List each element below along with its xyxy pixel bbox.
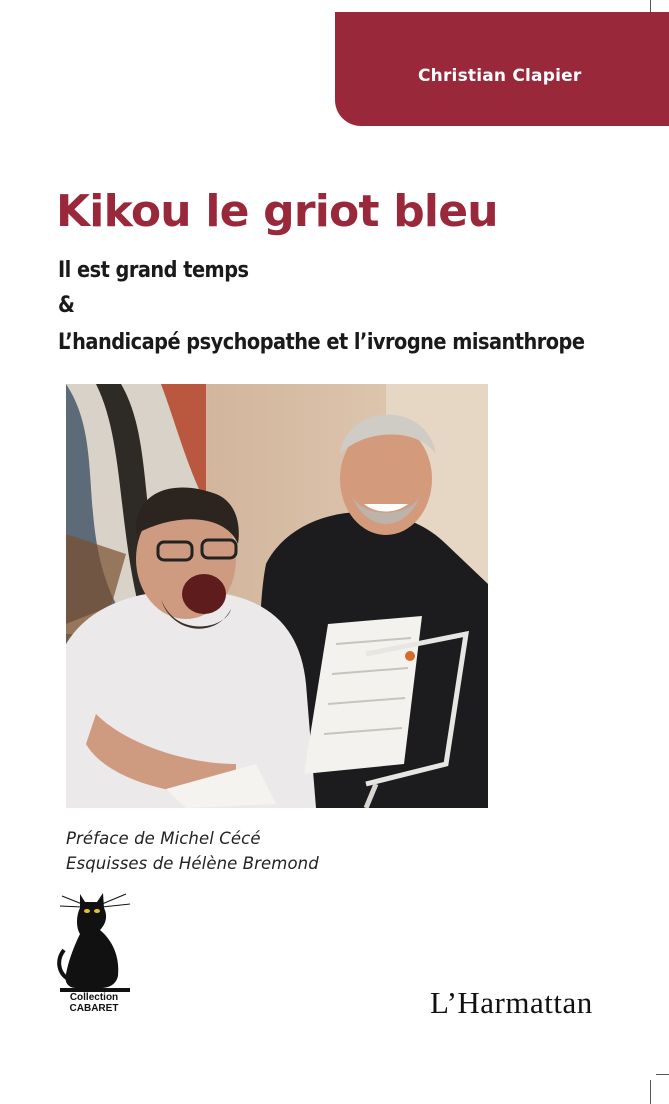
- subtitle-first: Il est grand temps: [58, 258, 249, 283]
- preface-credit: Préface de Michel Cécé: [66, 829, 261, 848]
- collection-name: CABARET: [69, 1003, 119, 1014]
- author-name: Christian Clapier: [418, 66, 582, 86]
- subtitle-ampersand: &: [58, 293, 75, 318]
- crop-mark: [656, 1074, 669, 1075]
- crop-mark: [650, 1080, 651, 1104]
- sketches-credit: Esquisses de Hélène Bremond: [66, 854, 319, 873]
- cover-photo: [66, 384, 488, 808]
- book-title: Kikou le griot bleu: [56, 186, 498, 237]
- collection-label: Collection: [69, 992, 119, 1003]
- subtitle-second: L’handicapé psychopathe et l’ivrogne misanthrope: [58, 330, 585, 355]
- publisher-logo: L’Harmattan: [430, 985, 593, 1020]
- crop-mark: [650, 0, 651, 12]
